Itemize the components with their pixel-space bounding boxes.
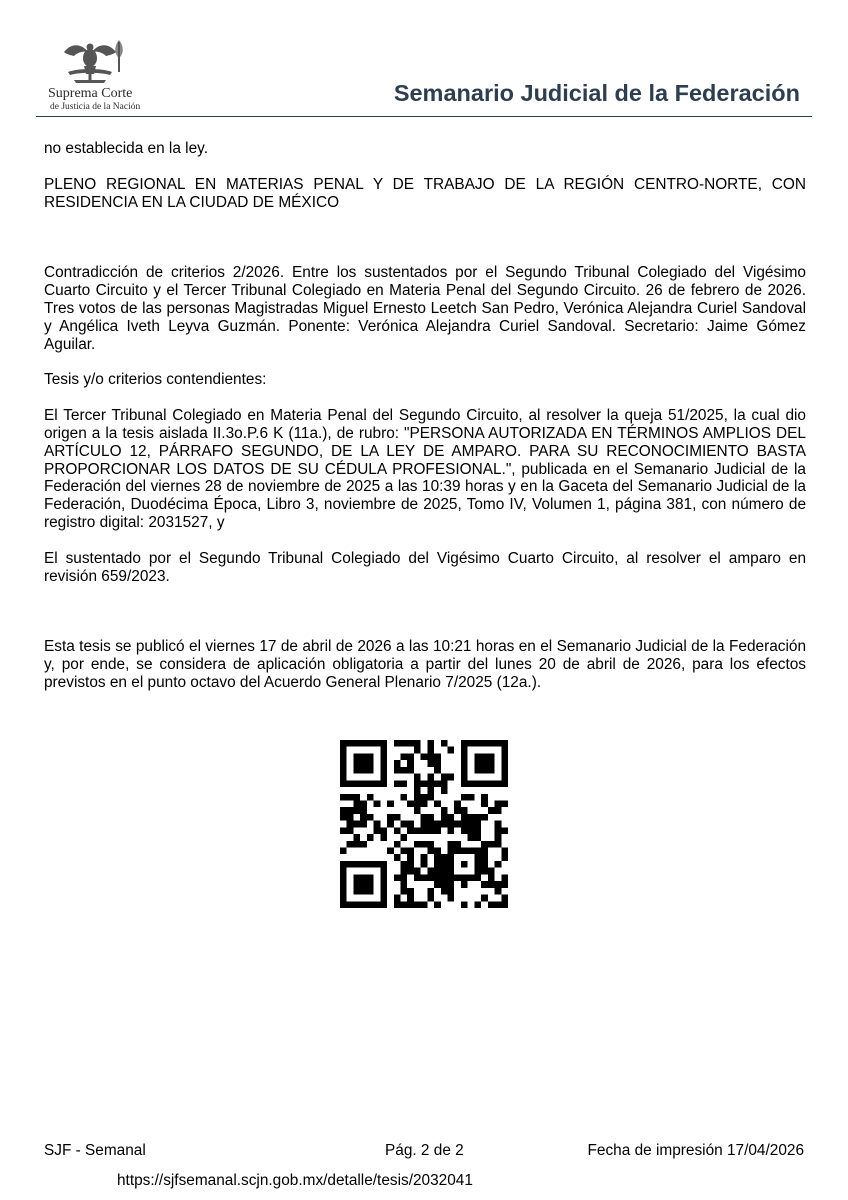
qr-module <box>427 888 434 895</box>
qr-module <box>400 861 407 868</box>
qr-module <box>448 747 455 754</box>
qr-module <box>441 780 448 787</box>
qr-module <box>468 821 475 828</box>
qr-module <box>468 794 475 801</box>
qr-module <box>360 807 367 814</box>
qr-module <box>394 901 401 908</box>
qr-module <box>474 901 481 908</box>
qr-module <box>374 821 381 828</box>
qr-module <box>400 868 407 875</box>
qr-module <box>421 814 428 821</box>
qr-module <box>400 874 407 881</box>
qr-module <box>394 740 401 747</box>
qr-module <box>414 747 421 754</box>
qr-module <box>495 827 502 834</box>
site-title: Semanario Judicial de la Federación <box>393 80 800 106</box>
qr-module <box>501 895 508 902</box>
qr-module <box>400 821 407 828</box>
qr-module <box>340 794 347 801</box>
qr-module <box>340 814 347 821</box>
qr-module <box>407 753 414 760</box>
qr-module <box>414 800 421 807</box>
qr-module <box>387 848 394 855</box>
qr-module <box>387 800 394 807</box>
qr-module <box>441 854 448 861</box>
qr-module <box>367 834 374 841</box>
qr-module <box>421 800 428 807</box>
qr-module <box>454 841 461 848</box>
qr-module <box>407 821 414 828</box>
qr-module <box>434 767 441 774</box>
qr-module <box>400 767 407 774</box>
qr-module <box>407 760 414 767</box>
qr-module <box>495 861 502 868</box>
qr-module <box>400 901 407 908</box>
qr-module <box>495 841 502 848</box>
qr-module <box>407 800 414 807</box>
qr-module <box>441 807 448 814</box>
qr-module <box>407 868 414 875</box>
qr-module <box>461 821 468 828</box>
qr-module <box>495 800 502 807</box>
qr-module <box>360 800 367 807</box>
qr-module <box>394 780 401 787</box>
qr-module <box>468 834 475 841</box>
qr-module <box>434 854 441 861</box>
qr-module <box>340 807 347 814</box>
qr-module <box>495 821 502 828</box>
court-name: PLENO REGIONAL EN MATERIAS PENAL Y DE TRABAJO DE LA REGIÓN CENTRO-NORTE, CON RESIDENCIA EN LA CIUDAD DE MÉXICO <box>44 175 806 211</box>
qr-module <box>434 827 441 834</box>
qr-module <box>448 821 455 828</box>
qr-module <box>488 868 495 875</box>
qr-module <box>481 895 488 902</box>
qr-module <box>374 800 381 807</box>
qr-module <box>414 774 421 781</box>
qr-module <box>387 814 394 821</box>
qr-module <box>414 787 421 794</box>
qr-module <box>353 807 360 814</box>
qr-module <box>454 821 461 828</box>
qr-module <box>441 888 448 895</box>
qr-module <box>461 794 468 801</box>
qr-module <box>481 854 488 861</box>
qr-module <box>347 807 354 814</box>
qr-module <box>414 874 421 881</box>
qr-module <box>421 794 428 801</box>
qr-module <box>488 901 495 908</box>
qr-module <box>488 841 495 848</box>
page-header <box>36 36 812 118</box>
qr-module <box>474 814 481 821</box>
qr-module <box>367 814 374 821</box>
qr-module <box>407 767 414 774</box>
qr-module <box>427 740 434 747</box>
qr-module <box>441 874 448 881</box>
qr-module <box>448 814 455 821</box>
qr-module <box>407 827 414 834</box>
qr-module <box>481 800 488 807</box>
qr-module <box>353 794 360 801</box>
qr-module <box>427 780 434 787</box>
qr-module <box>400 794 407 801</box>
qr-module <box>461 807 468 814</box>
qr-module <box>407 861 414 868</box>
qr-module <box>347 821 354 828</box>
qr-module <box>427 841 434 848</box>
criterion-two: El sustentado por el Segundo Tribunal Colegiado del Vigésimo Cuarto Circuito, al resolver el amparo en revisión 659/2023. <box>44 549 806 585</box>
qr-module <box>427 760 434 767</box>
qr-module <box>501 881 508 888</box>
qr-module <box>474 827 481 834</box>
qr-module <box>340 848 347 855</box>
qr-module <box>407 895 414 902</box>
qr-module <box>488 881 495 888</box>
qr-module <box>414 794 421 801</box>
print-date: Fecha de impresión 17/04/2026 <box>587 1142 804 1159</box>
qr-module <box>347 814 354 821</box>
header-divider <box>36 116 812 117</box>
qr-module <box>353 753 373 773</box>
qr-module <box>441 787 448 794</box>
case-details: Contradicción de criterios 2/2026. Entre los sustentados por el Segundo Tribunal Colegiado del Vigésimo Cuarto Circuito y el Tercer Tribunal Colegiado en Materia Penal del Segundo Circuito. 26 de febrero de 2026. Tres votos de las personas Magistradas Miguel Ernesto Leetch San Pedro, Verónica Alejandra Curiel Sandoval y Angélica Iveth Leyva Guzmán. Ponente: Verónica Alejandra Curiel Sandoval. Secretario: Jaime Gómez Aguilar. <box>44 264 806 353</box>
qr-module <box>501 901 508 908</box>
criterion-one: El Tercer Tribunal Colegiado en Materia Penal del Segundo Circuito, al resolver la queja 51/2025, la cual dio origen a la tesis aislada II.3o.P.6 K (11a.), de rubro: "PERSONA AUTORIZADA EN TÉRMINOS AMPLIOS DEL ARTÍCULO 12, PÁRRAFO SEGUNDO, DE LA LEY DE AMPARO. PARA SU RECONOCIMIENTO BASTA PROPORCIONAR LOS DATOS DE SU CÉDULA PROFESIONAL.", publicada en el Semanario Judicial de la Federación del viernes 28 de noviembre de 2025 a las 10:39 horas y en la Gaceta del Semanario Judicial de la Federación, Duodécima Época, Libro 3, noviembre de 2025, Tomo IV, Volumen 1, página 381, con número de registro digital: 2031527, y <box>44 407 806 531</box>
qr-module <box>501 854 508 861</box>
qr-module <box>427 895 434 902</box>
qr-module <box>394 854 401 861</box>
page-number: Pág. 2 de 2 <box>385 1142 464 1159</box>
qr-module <box>461 814 468 821</box>
qr-module <box>434 780 441 787</box>
logo-name-line1: Suprema Corte <box>48 86 133 101</box>
qr-module <box>434 901 441 908</box>
qr-module <box>441 774 448 781</box>
qr-module <box>495 901 502 908</box>
qr-module <box>427 753 434 760</box>
qr-module <box>427 874 434 881</box>
qr-module <box>353 834 360 841</box>
scjn-logo <box>40 38 140 114</box>
qr-module <box>394 874 401 881</box>
qr-module <box>400 753 407 760</box>
qr-module <box>481 881 488 888</box>
qr-module <box>488 874 495 881</box>
qr-module <box>495 881 502 888</box>
qr-module <box>407 848 414 855</box>
qr-module <box>427 868 434 875</box>
qr-module <box>468 814 475 821</box>
qr-module <box>495 807 502 814</box>
qr-module <box>434 760 441 767</box>
qr-module <box>441 740 448 747</box>
qr-module <box>454 807 461 814</box>
qr-module <box>353 841 360 848</box>
qr-module <box>427 794 434 801</box>
qr-module <box>441 881 448 888</box>
qr-module <box>488 807 495 814</box>
qr-module <box>353 874 373 894</box>
qr-module <box>481 841 488 848</box>
qr-module <box>400 888 407 895</box>
qr-module <box>434 848 441 855</box>
qr-module <box>421 854 428 861</box>
qr-module <box>360 841 367 848</box>
qr-module <box>481 848 488 855</box>
qr-module <box>461 827 468 834</box>
qr-module <box>353 821 360 828</box>
qr-module <box>414 827 421 834</box>
qr-module <box>421 861 428 868</box>
qr-module <box>448 895 455 902</box>
qr-module <box>427 848 434 855</box>
qr-module <box>481 861 488 868</box>
qr-module <box>427 747 434 754</box>
qr-module <box>421 874 428 881</box>
qr-module <box>427 821 434 828</box>
qr-module <box>434 868 441 875</box>
qr-module <box>421 841 428 848</box>
qr-module <box>407 888 414 895</box>
qr-module <box>448 827 455 834</box>
qr-module <box>421 780 428 787</box>
qr-module <box>353 800 360 807</box>
qr-module <box>434 861 441 868</box>
qr-module <box>427 827 434 834</box>
qr-module <box>400 848 407 855</box>
qr-module <box>394 814 401 821</box>
qr-module <box>448 774 455 781</box>
qr-module <box>394 827 401 834</box>
qr-module <box>427 787 434 794</box>
publication-note: Esta tesis se publicó el viernes 17 de abril de 2026 a las 10:21 horas en el Semanario Judicial de la Federación y, por ende, se considera de aplicación obligatoria a partir del lunes 20 de abril de 2026, para los efectos previstos en el punto octavo del Acuerdo General Plenario 7/2025 (12a.). <box>44 638 806 691</box>
qr-module <box>501 848 508 855</box>
qr-module <box>347 841 354 848</box>
qr-module <box>414 841 421 848</box>
qr-module <box>347 794 354 801</box>
qr-module <box>448 841 455 848</box>
qr-module <box>448 881 455 888</box>
qr-module <box>427 774 434 781</box>
qr-module <box>414 807 421 814</box>
qr-module <box>441 814 448 821</box>
criteria-label: Tesis y/o criterios contendientes: <box>44 371 267 389</box>
qr-module <box>474 753 494 773</box>
qr-module <box>360 821 367 828</box>
qr-module <box>387 821 394 828</box>
qr-module <box>421 827 428 834</box>
qr-module <box>474 834 481 841</box>
qr-module <box>407 854 414 861</box>
document-url[interactable]: https://sjfsemanal.scjn.gob.mx/detalle/tesis/2032041 <box>117 1172 473 1189</box>
qr-module <box>380 827 387 834</box>
qr-module <box>501 827 508 834</box>
qr-module <box>501 874 508 881</box>
qr-module <box>434 881 441 888</box>
qr-module <box>434 874 441 881</box>
qr-code <box>340 740 508 908</box>
eagle-emblem-icon <box>54 38 126 84</box>
qr-module <box>340 827 347 834</box>
qr-module <box>414 780 421 787</box>
qr-module <box>434 753 441 760</box>
qr-module <box>427 814 434 821</box>
qr-module <box>461 861 468 868</box>
qr-module <box>374 827 381 834</box>
qr-module <box>347 827 354 834</box>
qr-module <box>400 834 407 841</box>
logo-name-line2: de Justicia de la Nación <box>50 102 141 112</box>
qr-module <box>394 760 401 767</box>
qr-module <box>448 888 455 895</box>
qr-module <box>360 814 367 821</box>
qr-module <box>481 814 488 821</box>
qr-module <box>441 868 448 875</box>
qr-module <box>481 794 488 801</box>
qr-module <box>394 841 401 848</box>
qr-module <box>441 861 448 868</box>
qr-module <box>481 868 488 875</box>
qr-module <box>380 834 387 841</box>
qr-module <box>495 888 502 895</box>
qr-module <box>495 834 502 841</box>
qr-module <box>414 868 421 875</box>
qr-module <box>400 881 407 888</box>
qr-module <box>461 881 468 888</box>
document-body <box>44 140 806 692</box>
qr-module <box>434 821 441 828</box>
qr-module <box>407 740 414 747</box>
qr-module <box>434 800 441 807</box>
qr-module <box>414 740 421 747</box>
qr-module <box>421 901 428 908</box>
qr-module <box>414 901 421 908</box>
qr-module <box>468 827 475 834</box>
qr-module <box>407 901 414 908</box>
qr-module <box>421 753 428 760</box>
qr-module <box>454 800 461 807</box>
qr-module <box>394 767 401 774</box>
qr-module <box>461 901 468 908</box>
qr-module <box>421 821 428 828</box>
qr-module <box>400 780 407 787</box>
qr-module <box>501 800 508 807</box>
qr-module <box>367 794 374 801</box>
qr-module <box>441 821 448 828</box>
footer-publication: SJF - Semanal <box>44 1142 146 1159</box>
intro-text: no establecida en la ley. <box>44 140 208 157</box>
qr-module <box>394 895 401 902</box>
qr-module <box>474 821 481 828</box>
qr-module <box>400 740 407 747</box>
